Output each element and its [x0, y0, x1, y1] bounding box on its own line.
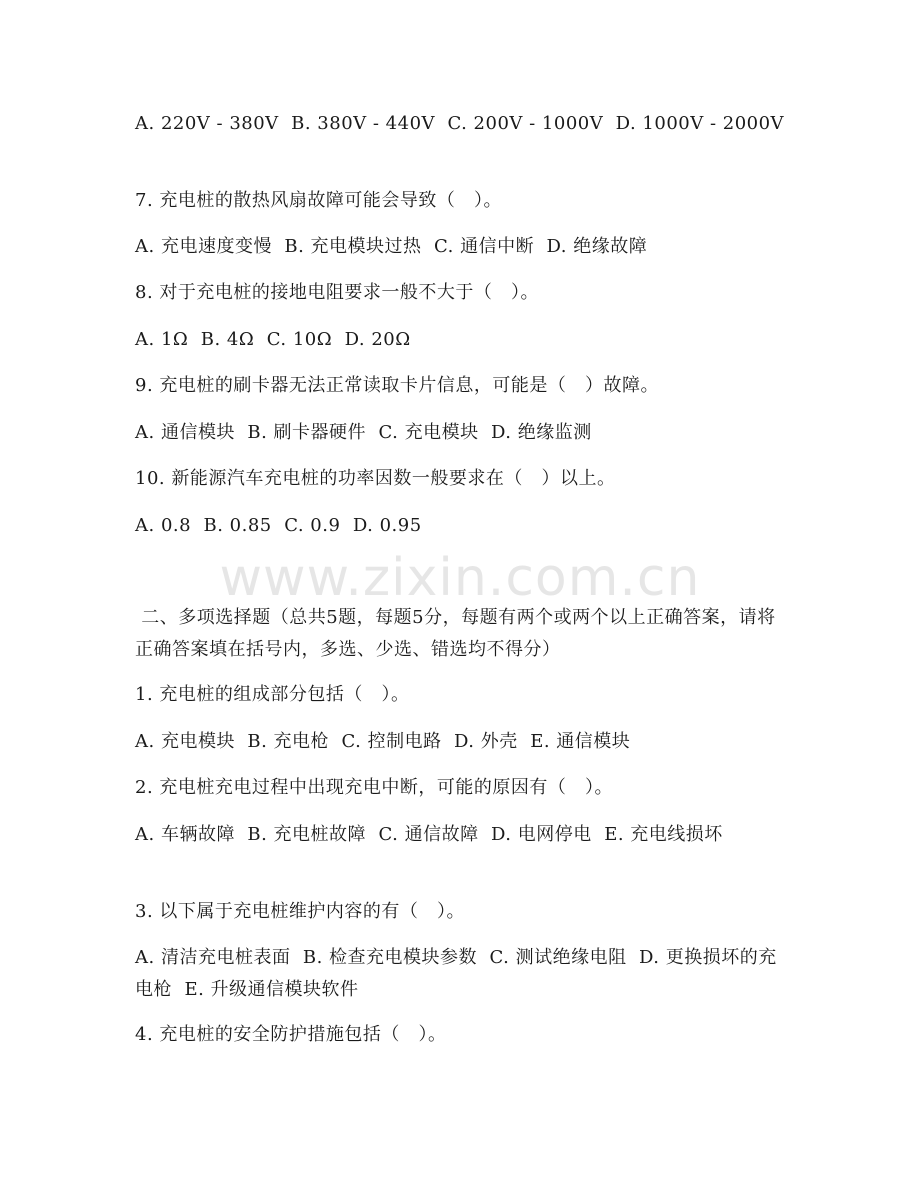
options-q7: A. 充电速度变慢 B. 充电模块过热 C. 通信中断 D. 绝缘故障	[135, 236, 648, 257]
mc-question-4: 4. 充电桩的安全防护措施包括（ ）。	[135, 1024, 447, 1045]
question-9: 9. 充电桩的刷卡器无法正常读取卡片信息，可能是（ ）故障。	[135, 375, 660, 396]
mc-question-3: 3. 以下属于充电桩维护内容的有（ ）。	[135, 901, 466, 922]
options-q10: A. 0.8 B. 0.85 C. 0.9 D. 0.95	[135, 515, 422, 536]
question-8: 8. 对于充电桩的接地电阻要求一般不大于（ ）。	[135, 282, 540, 303]
options-q6: A. 220V - 380V B. 380V - 440V C. 200V - 1000V D. 1000V - 2000V	[135, 113, 785, 134]
mc-options-1: A. 充电模块 B. 充电枪 C. 控制电路 D. 外壳 E. 通信模块	[135, 731, 631, 752]
options-q8: A. 1Ω B. 4Ω C. 10Ω D. 20Ω	[135, 329, 411, 350]
mc-options-2: A. 车辆故障 B. 充电桩故障 C. 通信故障 D. 电网停电 E. 充电线损坏	[135, 824, 723, 845]
mc-question-1: 1. 充电桩的组成部分包括（ ）。	[135, 684, 410, 705]
section-heading-multiple-choice: 二、多项选择题（总共5题，每题5分，每题有两个或两个以上正确答案，请将正确答案填在括号内，多选、少选、错选均不得分）	[135, 607, 776, 660]
mc-question-2: 2. 充电桩充电过程中出现充电中断，可能的原因有（ ）。	[135, 777, 614, 798]
question-10: 10. 新能源汽车充电桩的功率因数一般要求在（ ）以上。	[135, 468, 616, 489]
mc-options-3: A. 清洁充电桩表面 B. 检查充电模块参数 C. 测试绝缘电阻 D. 更换损坏的充电枪 E. 升级通信模块软件	[135, 947, 777, 1000]
question-7: 7. 充电桩的散热风扇故障可能会导致（ ）。	[135, 190, 503, 211]
options-q9: A. 通信模块 B. 刷卡器硬件 C. 充电模块 D. 绝缘监测	[135, 422, 592, 443]
watermark: www.zixin.com.cn	[219, 548, 701, 608]
